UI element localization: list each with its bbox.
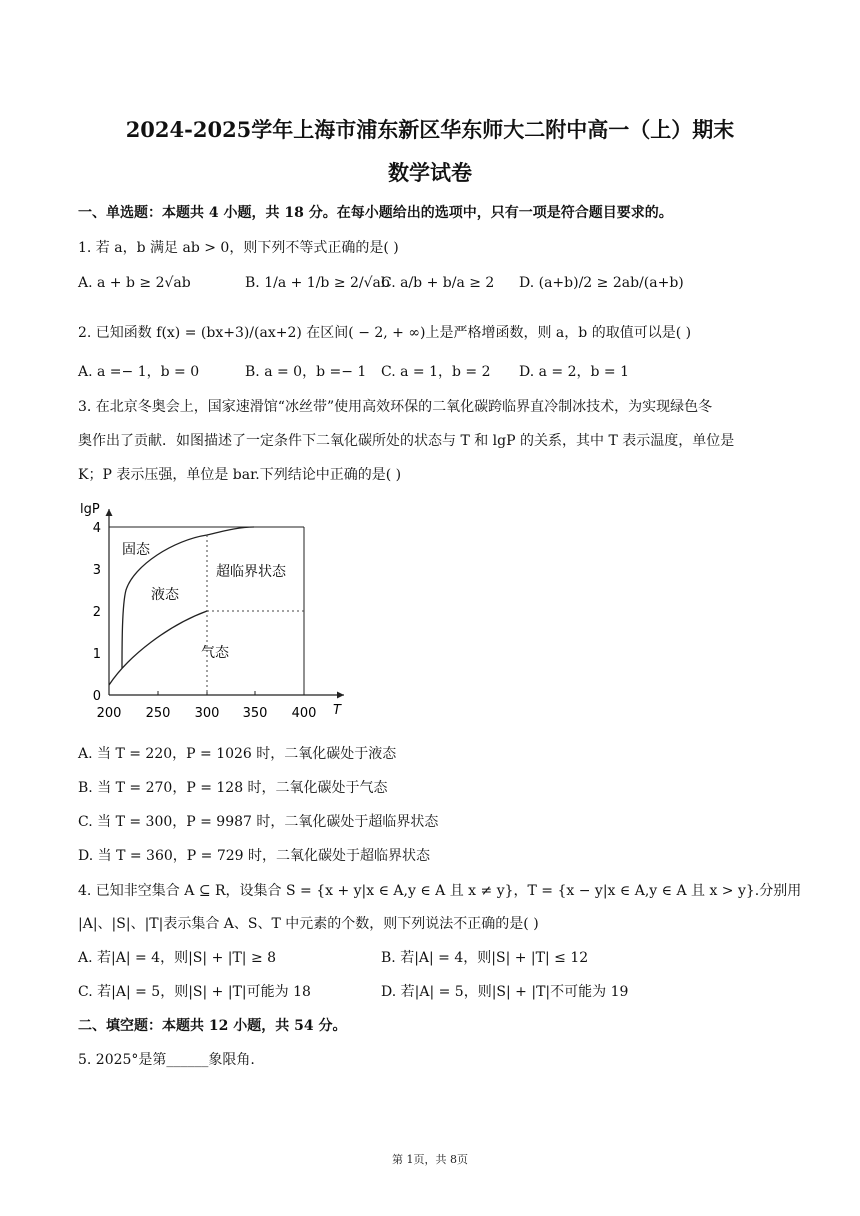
q3-option-c: C. 当 T = 300，P = 9987 时，二氧化碳处于超临界状态 [78, 814, 439, 830]
q2-option-c: C. a = 1，b = 2 [381, 364, 491, 380]
y-tick-4: 4 [92, 521, 101, 536]
x-tick-200: 200 [96, 706, 122, 721]
x-tick-350: 350 [242, 706, 268, 721]
q1-option-b: B. 1/a + 1/b ≥ 2/√ab [245, 275, 390, 291]
q3-stem-line3: K；P 表示压强，单位是 bar.下列结论中正确的是( ) [78, 467, 402, 483]
y-tick-2: 2 [92, 605, 101, 620]
q4-option-a: A. 若|A| = 4，则|S| + |T| ≥ 8 [78, 950, 277, 966]
q4-stem-line1: 4. 已知非空集合 A ⊆ R，设集合 S = {x + y|x ∈ A,y ∈ A 且 x ≠ y}，T = {x − y|x ∈ A,y ∈ A 且 x > y}.分别用 [78, 883, 802, 899]
region-liquid: 液态 [151, 587, 179, 603]
q4-stem-line2: |A|、|S|、|T|表示集合 A、S、T 中元素的个数，则下列说法不正确的是( ) [78, 916, 539, 932]
q2-stem: 2. 已知函数 f(x) = (bx+3)/(ax+2) 在区间( − 2, + ∞)上是严格增函数，则 a，b 的取值可以是( ) [78, 325, 692, 341]
exam-title-line2: 数学试卷 [388, 160, 472, 185]
y-tick-0: 0 [92, 689, 101, 704]
gas-liquid-boundary [109, 611, 207, 685]
section2-heading: 二、填空题：本题共 12 小题，共 54 分。 [78, 1018, 347, 1034]
x-tick-250: 250 [145, 706, 171, 721]
y-tick-3: 3 [92, 563, 101, 578]
q2-option-b: B. a = 0，b =− 1 [245, 364, 367, 380]
q1-option-a: A. a + b ≥ 2√ab [78, 275, 191, 291]
q2-option-d: D. a = 2，b = 1 [519, 364, 630, 380]
section1-heading: 一、单选题：本题共 4 小题，共 18 分。在每小题给出的选项中，只有一项是符合题目要求的。 [78, 205, 673, 221]
x-tick-300: 300 [194, 706, 220, 721]
q3-stem-line2: 奥作出了贡献．如图描述了一定条件下二氧化碳所处的状态与 T 和 lgP 的关系，其中 T 表示温度，单位是 [78, 433, 735, 449]
y-tick-1: 1 [92, 647, 101, 662]
y-axis-label: lgP [80, 502, 100, 517]
q1-option-c: C. a/b + b/a ≥ 2 [381, 275, 495, 291]
x-axis-label: T [333, 703, 341, 718]
q4-option-b: B. 若|A| = 4，则|S| + |T| ≤ 12 [381, 950, 589, 966]
page-footer: 第 1页，共 8页 [392, 1153, 468, 1166]
q5-stem: 5. 2025°是第______象限角. [78, 1052, 255, 1068]
q2-option-a: A. a =− 1，b = 0 [78, 364, 200, 380]
q4-option-c: C. 若|A| = 5，则|S| + |T|可能为 18 [78, 984, 311, 1000]
region-gas: 气态 [201, 645, 229, 661]
q3-option-b: B. 当 T = 270，P = 128 时，二氧化碳处于气态 [78, 780, 388, 796]
q1-stem: 1. 若 a，b 满足 ab > 0，则下列不等式正确的是( ) [78, 240, 399, 256]
q1-option-d: D. (a+b)/2 ≥ 2ab/(a+b) [519, 275, 684, 291]
x-tick-400: 400 [291, 706, 317, 721]
region-supercritical: 超临界状态 [216, 564, 286, 580]
q4-option-d: D. 若|A| = 5，则|S| + |T|不可能为 19 [381, 984, 629, 1000]
exam-title-line1: 2024-2025学年上海市浦东新区华东师大二附中高一（上）期末 [125, 117, 735, 142]
q3-option-d: D. 当 T = 360，P = 729 时，二氧化碳处于超临界状态 [78, 848, 430, 864]
region-solid: 固态 [122, 542, 150, 558]
q3-stem-line1: 3. 在北京冬奥会上，国家速滑馆“冰丝带”使用高效环保的二氧化碳跨临界直冷制冰技术，为实现绿色冬 [78, 399, 713, 415]
q3-option-a: A. 当 T = 220，P = 1026 时，二氧化碳处于液态 [78, 746, 397, 762]
co2-phase-diagram [74, 495, 354, 725]
